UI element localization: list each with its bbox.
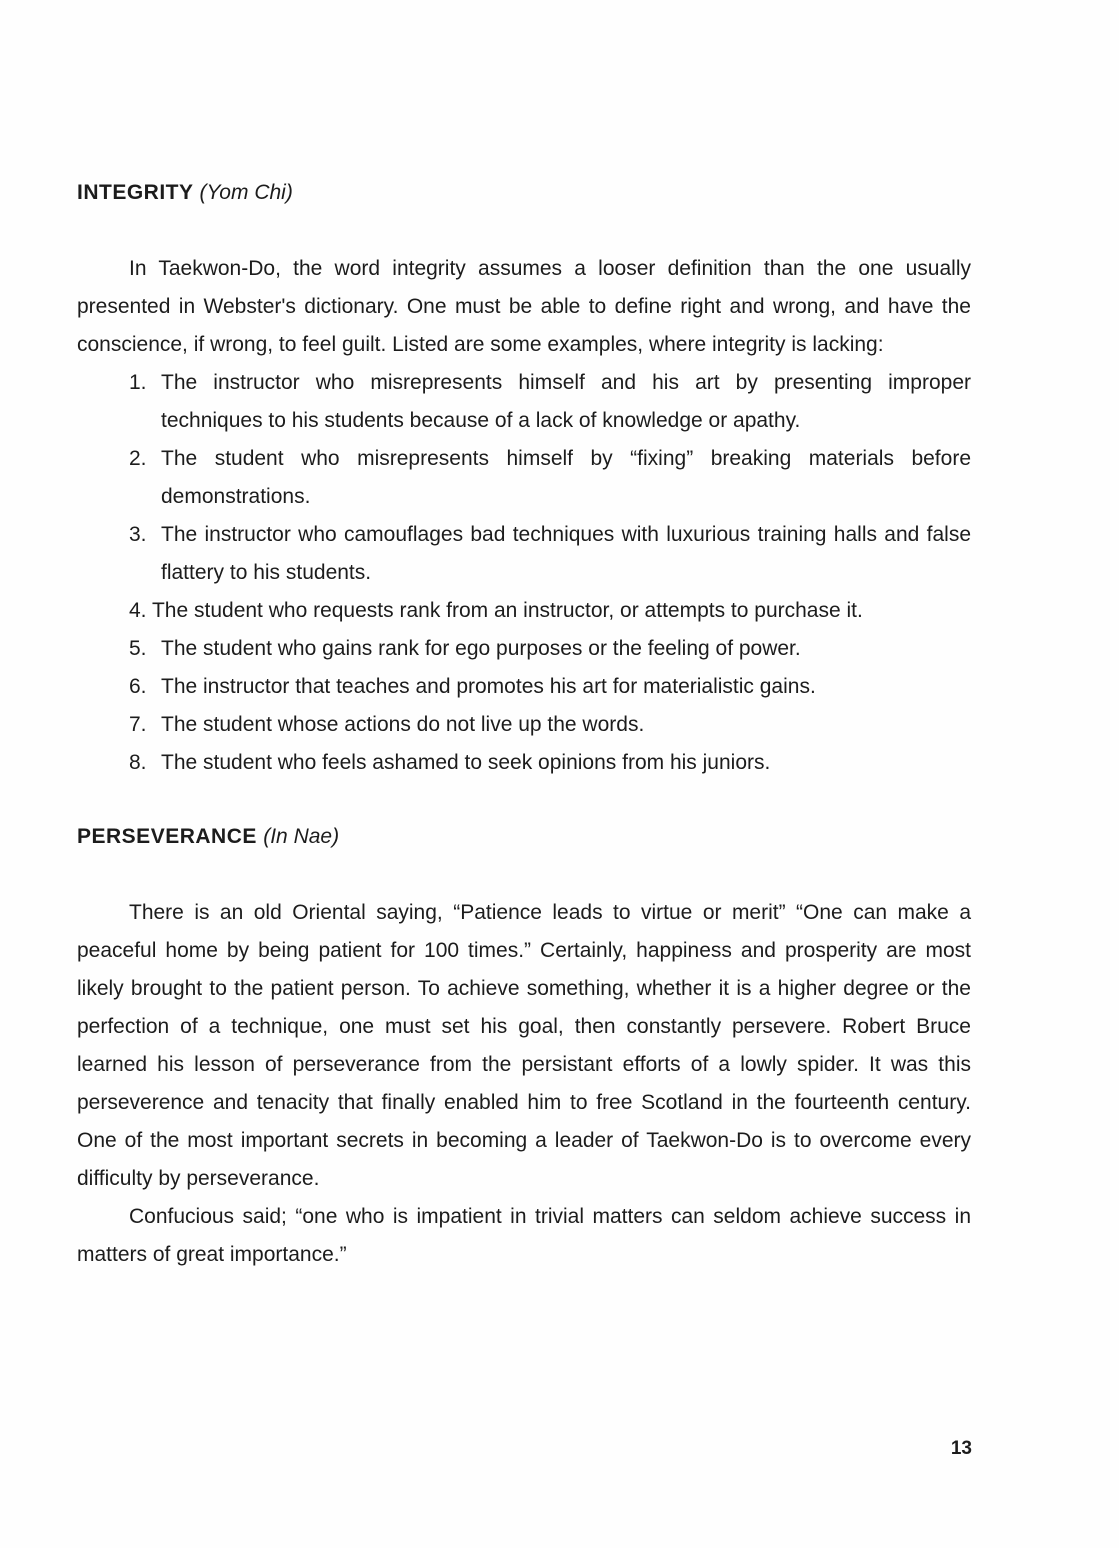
list-item xyxy=(77,516,971,592)
list-item-text: The instructor who camouflages bad techniques with luxurious training halls and false flattery to his students. xyxy=(161,523,971,584)
list-item-number: 5. xyxy=(129,637,147,660)
list-item xyxy=(77,592,971,630)
list-item xyxy=(77,706,971,744)
list-item-text: The instructor that teaches and promotes his art for materialistic gains. xyxy=(161,675,816,698)
list-item-text: The student who gains rank for ego purposes or the feeling of power. xyxy=(161,637,801,660)
list-item-text: The student whose actions do not live up the words. xyxy=(161,713,645,736)
section-heading-perseverance xyxy=(77,820,971,854)
list-item xyxy=(77,630,971,668)
list-item-number: 7. xyxy=(129,713,147,736)
list-item-number: 6. xyxy=(129,675,147,698)
list-item-number: 2. xyxy=(129,447,147,470)
paragraph: In Taekwon-Do, the word integrity assumes a looser definition than the one usually presented in Webster's dictionary. One must be able to define right and wrong, and have the conscience, if wrong, to feel guilt. Listed are some examples, where integrity is lacking: xyxy=(77,257,971,356)
list-item xyxy=(77,668,971,706)
list-item-text: The student who feels ashamed to seek opinions from his juniors. xyxy=(161,751,771,774)
section-title: PERSEVERANCE xyxy=(77,825,257,848)
list-item-number: 1. xyxy=(129,371,147,394)
integrity-examples-list xyxy=(77,364,971,782)
section-subtitle: (In Nae) xyxy=(263,825,340,848)
page-content xyxy=(77,176,971,1274)
list-item xyxy=(77,364,971,440)
list-item-number: 4. xyxy=(129,599,147,622)
section-title: INTEGRITY xyxy=(77,181,194,204)
list-item-number: 8. xyxy=(129,751,147,774)
section-subtitle: (Yom Chi) xyxy=(199,181,293,204)
paragraph: There is an old Oriental saying, “Patience leads to virtue or merit” “One can make a peaceful home by being patient for 100 times.” Certainly, happiness and prosperity are most likely brought to the patient person. To achieve something, whether it is a higher degree or the perfection of a technique, one must set his goal, then constantly persevere. Robert Bruce learned his lesson of perseverance from the persistant efforts of a lowly spider. It was this perseverence and tenacity that finally enabled him to free Scotland in the fourteenth century. One of the most important secrets in becoming a leader of Taekwon-Do is to overcome every difficulty by perseverance. xyxy=(77,901,971,1190)
list-item-text: The student who misrepresents himself by “fixing” breaking materials before demonstrations. xyxy=(161,447,971,508)
list-item-text: The student who requests rank from an instructor, or attempts to purchase it. xyxy=(151,599,863,622)
list-item-number: 3. xyxy=(129,523,147,546)
list-item xyxy=(77,440,971,516)
list-item-text: The instructor who misrepresents himself and his art by presenting improper techniques to his students because of a lack of knowledge or apathy. xyxy=(161,371,971,432)
section-heading-integrity xyxy=(77,176,971,210)
paragraph: Confucious said; “one who is impatient in trivial matters can seldom achieve success in matters of great importance.” xyxy=(77,1205,971,1266)
list-item xyxy=(77,744,971,782)
page-number: 13 xyxy=(950,1438,972,1459)
